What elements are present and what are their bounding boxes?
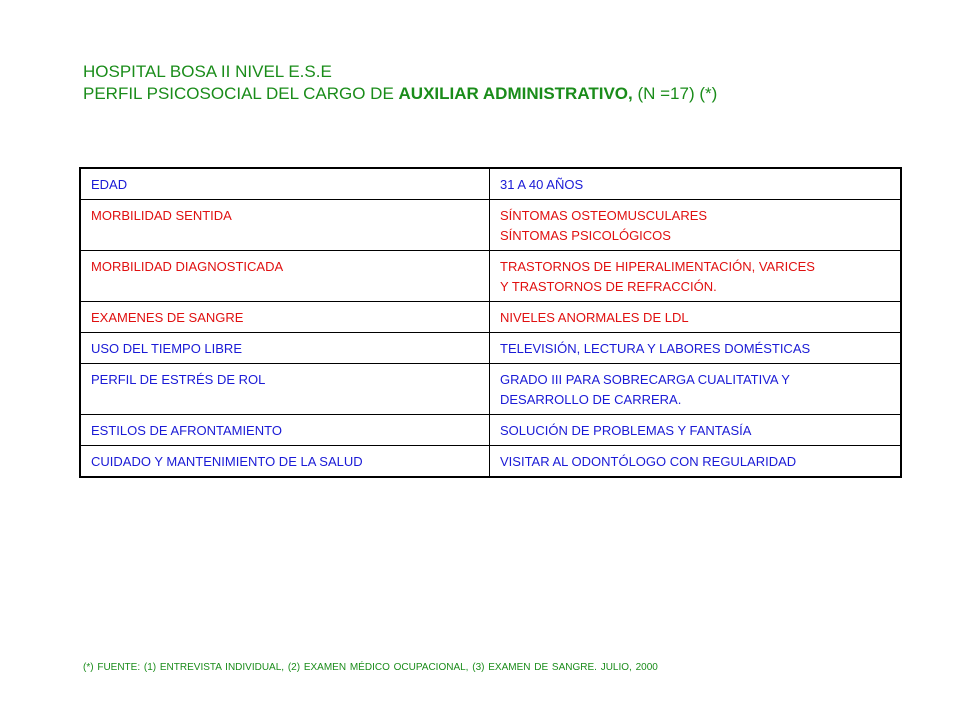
row-value-cell: [490, 302, 902, 333]
table-row: [80, 302, 901, 333]
row-label: PERFIL DE ESTRÉS DE ROL: [91, 372, 266, 387]
row-value-line: SOLUCIÓN DE PROBLEMAS Y FANTASÍA: [500, 423, 752, 438]
table-row: [80, 251, 901, 302]
row-label: EXAMENES DE SANGRE: [91, 310, 244, 325]
row-value-cell: [490, 333, 902, 364]
row-value-line: 31 A 40 AÑOS: [500, 177, 584, 192]
table-row: [80, 333, 901, 364]
row-label-cell: [80, 302, 490, 333]
page-title: [83, 61, 943, 105]
row-value-cell: [490, 168, 902, 200]
row-value-line: SÍNTOMAS PSICOLÓGICOS: [500, 228, 671, 243]
title-sample-size: (N =17) (*): [632, 84, 718, 103]
row-value-line: Y TRASTORNOS DE REFRACCIÓN.: [500, 279, 717, 294]
row-label-cell: [80, 251, 490, 302]
row-label-cell: [80, 364, 490, 415]
table-row: [80, 168, 901, 200]
row-value-cell: [490, 200, 902, 251]
row-label: MORBILIDAD DIAGNOSTICADA: [91, 259, 284, 274]
title-job-position: AUXILIAR ADMINISTRATIVO,: [398, 84, 633, 103]
row-value-line: TELEVISIÓN, LECTURA Y LABORES DOMÉSTICAS: [500, 341, 811, 356]
psychosocial-profile-table: [79, 167, 902, 478]
row-label: CUIDADO Y MANTENIMIENTO DE LA SALUD: [91, 454, 363, 469]
profile-table-body: [80, 168, 901, 477]
row-value-cell: [490, 446, 902, 478]
row-label-cell: [80, 200, 490, 251]
title-profile-prefix: PERFIL PSICOSOCIAL DEL CARGO DE: [83, 84, 399, 103]
row-value-line: TRASTORNOS DE HIPERALIMENTACIÓN, VARICES: [500, 259, 815, 274]
row-value-cell: [490, 364, 902, 415]
row-value-line: VISITAR AL ODONTÓLOGO CON REGULARIDAD: [500, 454, 797, 469]
row-label-cell: [80, 333, 490, 364]
row-value-cell: [490, 415, 902, 446]
row-value-line: SÍNTOMAS OSTEOMUSCULARES: [500, 208, 708, 223]
table-row: [80, 364, 901, 415]
row-label: EDAD: [91, 177, 128, 192]
table-row: [80, 446, 901, 478]
row-value-line: DESARROLLO DE CARRERA.: [500, 392, 682, 407]
table-row: [80, 415, 901, 446]
row-value-line: NIVELES ANORMALES DE LDL: [500, 310, 689, 325]
row-label: ESTILOS DE AFRONTAMIENTO: [91, 423, 282, 438]
title-hospital-name: HOSPITAL BOSA II NIVEL E.S.E: [83, 62, 332, 81]
row-label-cell: [80, 168, 490, 200]
row-label-cell: [80, 446, 490, 478]
row-value-line: GRADO III PARA SOBRECARGA CUALITATIVA Y: [500, 372, 790, 387]
row-label: USO DEL TIEMPO LIBRE: [91, 341, 242, 356]
row-label-cell: [80, 415, 490, 446]
row-label: MORBILIDAD SENTIDA: [91, 208, 232, 223]
source-footnote: (*) FUENTE: (1) ENTREVISTA INDIVIDUAL, (2) EXAMEN MÉDICO OCUPACIONAL, (3) EXAMEN DE SANGRE. JULIO, 2000: [83, 662, 658, 673]
row-value-cell: [490, 251, 902, 302]
table-row: [80, 200, 901, 251]
title-profile-line: [83, 83, 943, 105]
